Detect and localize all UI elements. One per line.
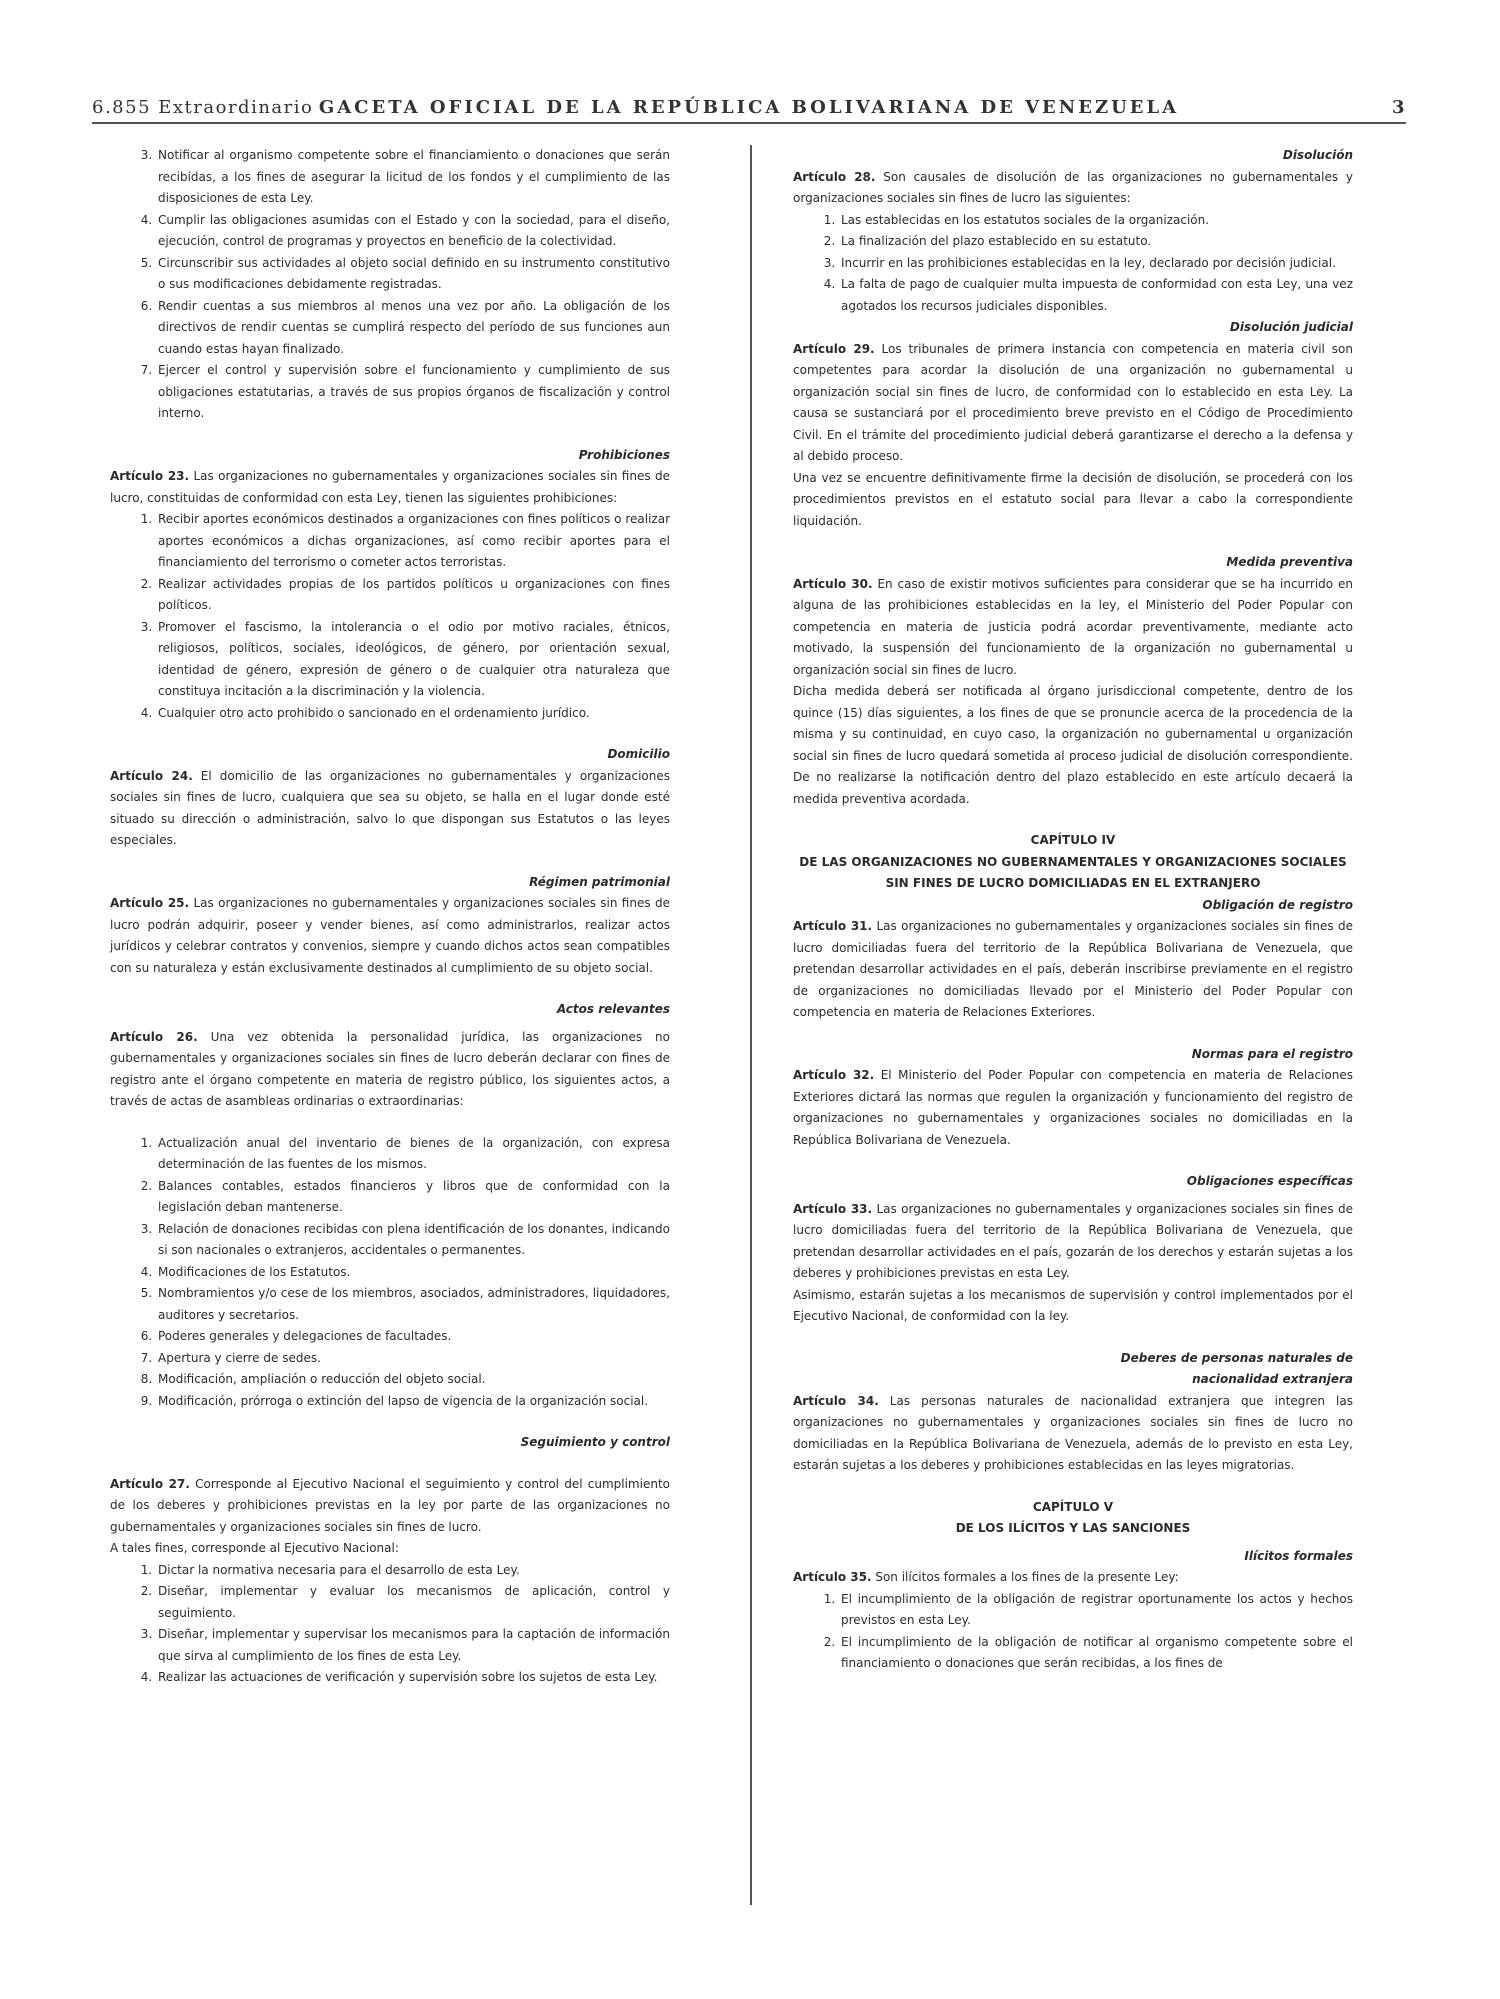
list-item: 4. Realizar las actuaciones de verificación y supervisión sobre los sujetos de esta Ley. <box>156 1667 670 1689</box>
article-title: Artículo 30. <box>793 576 873 591</box>
article-text: Las organizaciones no gubernamentales y organizaciones sociales sin fines de lucro domiciliadas fuera del territorio de la República Bolivariana de Venezuela, que pretendan desarrollar actividades en el país, gozarán de los derechos y estarán sujetas a los deberes y prohibiciones previstas en esta Ley. <box>793 1201 1353 1280</box>
page-header <box>92 97 1406 125</box>
article-29-paragraph: Una vez se encuentre definitivamente firme la decisión de disolución, se procederá con los procedimientos previstos en el estatuto social para llevar a cabo la correspondiente liquidación. <box>793 470 1353 528</box>
chapter-title: CAPÍTULO IV <box>1030 833 1116 847</box>
list-item: 5. Circunscribir sus actividades al objeto social definido en su instrumento constitutivo o sus modificaciones debidamente registradas. <box>156 253 670 296</box>
list-item: 5. Nombramientos y/o cese de los miembros, asociados, administradores, liquidadores, auditores y secretarios. <box>156 1283 670 1326</box>
article-33-paragraph: Asimismo, estarán sujetas a los mecanismos de supervisión y control implementados por el Ejecutivo Nacional, de conformidad con la ley. <box>793 1287 1353 1323</box>
list-item: 2. Realizar actividades propias de los partidos políticos u organizaciones con fines políticos. <box>156 574 670 617</box>
dissolution-causes-list <box>793 210 1353 318</box>
list-item: 4. La falta de pago de cualquier multa impuesta de conformidad con esta Ley, una vez agotados los recursos judiciales disponibles. <box>839 274 1353 317</box>
gazette-title: GACETA OFICIAL DE LA REPÚBLICA BOLIVARIANA DE VENEZUELA <box>318 97 1180 118</box>
article-title: Artículo 35. <box>793 1570 872 1584</box>
list-item: 1. Actualización anual del inventario de bienes de la organización, con expresa determinación de las fuentes de los mismos. <box>156 1133 670 1176</box>
article-29 <box>793 339 1353 468</box>
article-title: Artículo 24. <box>110 768 193 783</box>
obligations-list <box>110 145 670 425</box>
relevant-acts-list <box>110 1133 670 1413</box>
list-item: 8. Modificación, ampliación o reducción del objeto social. <box>156 1369 670 1391</box>
article-title: Artículo 31. <box>793 919 873 933</box>
section-heading: nacionalidad extranjera <box>1192 1372 1353 1386</box>
section-heading: Deberes de personas naturales de <box>1120 1350 1353 1365</box>
list-item: 4. Cumplir las obligaciones asumidas con el Estado y con la sociedad, para el diseño, ejecución, control de programas y proyectos en beneficio de la colectividad. <box>156 210 670 253</box>
section-heading: Prohibiciones <box>578 447 670 462</box>
article-31 <box>793 916 1353 1024</box>
list-item: 9. Modificación, prórroga o extinción del lapso de vigencia de la organización social. <box>156 1391 670 1413</box>
list-item: 6. Rendir cuentas a sus miembros al menos una vez por año. La obligación de los directivos de rendir cuentas se cumplirá respecto del período de sus funciones aun cuando estas hayan finalizado. <box>156 296 670 361</box>
article-28 <box>793 167 1353 210</box>
list-item: 6. Poderes generales y delegaciones de facultades. <box>156 1326 670 1348</box>
page-number: 3 <box>1391 97 1406 118</box>
article-text: Corresponde al Ejecutivo Nacional el seguimiento y control del cumplimiento de los deberes y prohibiciones previstas en la ley por parte de las organizaciones no gubernamentales y organizaciones sociales sin fines de lucro. <box>110 1476 670 1534</box>
article-26 <box>110 1027 670 1113</box>
list-item: 1. El incumplimiento de la obligación de registrar oportunamente los actos y hechos previstos en esta Ley. <box>839 1589 1353 1632</box>
column-divider <box>750 145 752 1905</box>
list-item: 3. Notificar al organismo competente sobre el financiamiento o donaciones que serán recibidas, a los fines de asegurar la licitud de los fondos y el cumplimiento de las disposiciones de esta Ley. <box>156 145 670 210</box>
list-item: 2. Diseñar, implementar y evaluar los mecanismos de aplicación, control y seguimiento. <box>156 1581 670 1624</box>
section-heading: Actos relevantes <box>556 1002 670 1016</box>
article-title: Artículo 32. <box>793 1068 875 1082</box>
article-35 <box>793 1567 1353 1589</box>
section-heading: Normas para el registro <box>1191 1046 1353 1061</box>
article-text: Una vez obtenida la personalidad jurídica, las organizaciones no gubernamentales y organizaciones sociales sin fines de lucro deberán declarar con fines de registro ante el órgano competente en materia de registro público, los siguientes actos, a través de actas de asambleas ordinarias o extraordinarias: <box>110 1029 670 1108</box>
list-item: 1. Recibir aportes económicos destinados a organizaciones con fines políticos o realizar aportes económicos a dichas organizaciones, así como recibir aportes para el financiamiento del terrorismo o cometer actos terroristas. <box>156 509 670 574</box>
section-heading: Medida preventiva <box>1226 555 1353 569</box>
section-heading: Disolución judicial <box>1229 320 1353 334</box>
list-item: 2. Balances contables, estados financieros y libros que de conformidad con la legislación deban mantenerse. <box>156 1176 670 1219</box>
article-24 <box>110 766 670 852</box>
article-title: Artículo 29. <box>793 341 875 356</box>
article-32 <box>793 1065 1353 1151</box>
article-text: Las organizaciones no gubernamentales y organizaciones sociales sin fines de lucro podrán adquirir, poseer y vender bienes, así como administrarlos, realizar actos jurídicos y celebrar contratos y convenios, siempre y cuando dichos actos sean compatibles con su naturaleza y están exclusivamente destinados al cumplimiento de su objeto social. <box>110 896 670 975</box>
list-item: 7. Ejercer el control y supervisión sobre el funcionamiento y cumplimiento de sus obligaciones estatutarias, a través de sus propios órganos de fiscalización y control interno. <box>156 360 670 425</box>
article-text: Son causales de disolución de las organizaciones no gubernamentales y organizaciones sociales sin fines de lucro las siguientes: <box>793 169 1353 205</box>
executive-duties-list <box>110 1560 670 1689</box>
article-title: Artículo 27. <box>110 1476 190 1491</box>
article-30-paragraph: Dicha medida deberá ser notificada al órgano jurisdiccional competente, dentro de los quince (15) días siguientes, a los fines de que se pronuncie acerca de la procedencia de la misma y su continuidad, en cuyo caso, la organización no gubernamental u organización social sin fines de lucro quedará sometida al proceso judicial de disolución correspondiente. De no realizarse la notificación dentro del plazo establecido en este artículo decaerá la medida preventiva acordada. <box>793 684 1353 806</box>
article-title: Artículo 25. <box>110 896 190 910</box>
article-23 <box>110 466 670 509</box>
article-title: Artículo 23. <box>110 469 190 483</box>
list-item: 2. La finalización del plazo establecido en su estatuto. <box>839 231 1353 253</box>
left-column <box>110 145 670 1689</box>
chapter-subtitle: DE LAS ORGANIZACIONES NO GUBERNAMENTALES Y ORGANIZACIONES SOCIALES SIN FINES DE LUCRO DOMICILIADAS EN EL EXTRANJERO <box>799 854 1347 890</box>
list-item: 1. Las establecidas en los estatutos sociales de la organización. <box>839 210 1353 232</box>
chapter-title: CAPÍTULO V <box>1032 1499 1114 1514</box>
article-34 <box>793 1391 1353 1477</box>
list-item: 3. Relación de donaciones recibidas con plena identificación de los donantes, indicando si son nacionales o extranjeros, accidentales o permanentes. <box>156 1219 670 1262</box>
article-text: Los tribunales de primera instancia con competencia en materia civil son competentes para acordar la disolución de una organización no gubernamental u organización social sin fines de lucro, de conformidad con lo establecido en esta Ley. La causa se sustanciará por el procedimiento breve previsto en el Código de Procedimiento Civil. En el trámite del procedimiento judicial deberá garantizarse el derecho a la defensa y al debido proceso. <box>793 341 1353 463</box>
article-title: Artículo 26. <box>110 1029 198 1044</box>
list-item: 7. Apertura y cierre de sedes. <box>156 1348 670 1370</box>
list-item: 1. Dictar la normativa necesaria para el desarrollo de esta Ley. <box>156 1560 670 1582</box>
section-heading: Seguimiento y control <box>520 1435 670 1449</box>
right-column <box>793 145 1353 1675</box>
section-heading: Domicilio <box>607 747 670 761</box>
list-item: 2. El incumplimiento de la obligación de notificar al organismo competente sobre el financiamiento o donaciones que serán recibidas, a los fines de <box>839 1632 1353 1675</box>
section-heading: Régimen patrimonial <box>529 874 670 889</box>
article-text: Las personas naturales de nacionalidad extranjera que integren las organizaciones no gubernamentales y organizaciones sociales sin fines de lucro no domiciliadas en la República Bolivariana de Venezuela, además de lo previsto en esta Ley, estarán sujetas a los deberes y prohibiciones establecidas en las leyes migratorias. <box>793 1393 1353 1472</box>
article-text: En caso de existir motivos suficientes para considerar que se ha incurrido en alguna de las prohibiciones establecidas en la ley, el Ministerio del Poder Popular con competencia en materia de justicia podrá acordar preventivamente, mediante acto motivado, la suspensión del funcionamiento de la organización no gubernamental u organización social sin fines de lucro. <box>793 576 1353 677</box>
section-heading: Obligación de registro <box>1202 897 1353 912</box>
article-title: Artículo 33. <box>793 1201 873 1216</box>
article-33 <box>793 1199 1353 1285</box>
edition-label: 6.855 Extraordinario <box>92 97 314 118</box>
article-30 <box>793 574 1353 682</box>
header-divider <box>92 122 1406 124</box>
list-item: 4. Modificaciones de los Estatutos. <box>156 1262 670 1284</box>
article-title: Artículo 34. <box>793 1393 879 1408</box>
prohibitions-list <box>110 509 670 724</box>
section-heading: Ilícitos formales <box>1244 1548 1353 1563</box>
list-item: 4. Cualquier otro acto prohibido o sancionado en el ordenamiento jurídico. <box>156 703 670 725</box>
article-27-paragraph: A tales fines, corresponde al Ejecutivo Nacional: <box>110 1541 399 1555</box>
section-heading: Obligaciones específicas <box>1186 1174 1353 1188</box>
article-25 <box>110 893 670 979</box>
section-heading: Disolución <box>1282 148 1353 162</box>
article-text: Las organizaciones no gubernamentales y organizaciones sociales sin fines de lucro, constituidas de conformidad con esta Ley, tienen las siguientes prohibiciones: <box>110 469 670 505</box>
list-item: 3. Promover el fascismo, la intolerancia o el odio por motivo raciales, étnicos, religiosos, políticos, sociales, ideológicos, de género, por orientación sexual, identidad de género, expresión de género o de cualquier otra naturaleza que constituya incitación a la discriminación y la violencia. <box>156 617 670 703</box>
article-27 <box>110 1474 670 1539</box>
article-text: Son ilícitos formales a los fines de la presente Ley: <box>871 1570 1179 1584</box>
chapter-subtitle: DE LOS ILÍCITOS Y LAS SANCIONES <box>955 1521 1191 1535</box>
article-text: El Ministerio del Poder Popular con competencia en materia de Relaciones Exteriores dictará las normas que regulen la organización y funcionamiento del registro de organizaciones no gubernamentales y organizaciones sociales no domiciliadas en la República Bolivariana de Venezuela. <box>793 1068 1353 1147</box>
list-item: 3. Diseñar, implementar y supervisar los mecanismos para la captación de información que sirva al cumplimiento de los fines de esta Ley. <box>156 1624 670 1667</box>
list-item: 3. Incurrir en las prohibiciones establecidas en la ley, declarado por decisión judicial. <box>839 253 1353 275</box>
article-text: Las organizaciones no gubernamentales y organizaciones sociales sin fines de lucro domiciliadas fuera del territorio de la República Bolivariana de Venezuela, que pretendan desarrollar actividades en el país, deberán inscribirse previamente en el registro de organizaciones no domiciliadas llevado por el Ministerio del Poder Popular con competencia en materia de Relaciones Exteriores. <box>793 919 1353 1019</box>
article-title: Artículo 28. <box>793 169 876 184</box>
formal-offenses-list <box>793 1589 1353 1675</box>
article-text: El domicilio de las organizaciones no gubernamentales y organizaciones sociales sin fines de lucro, cualquiera que sea su objeto, se halla en el lugar donde esté situado su dirección o administración, salvo lo que dispongan sus Estatutos o las leyes especiales. <box>110 768 670 847</box>
